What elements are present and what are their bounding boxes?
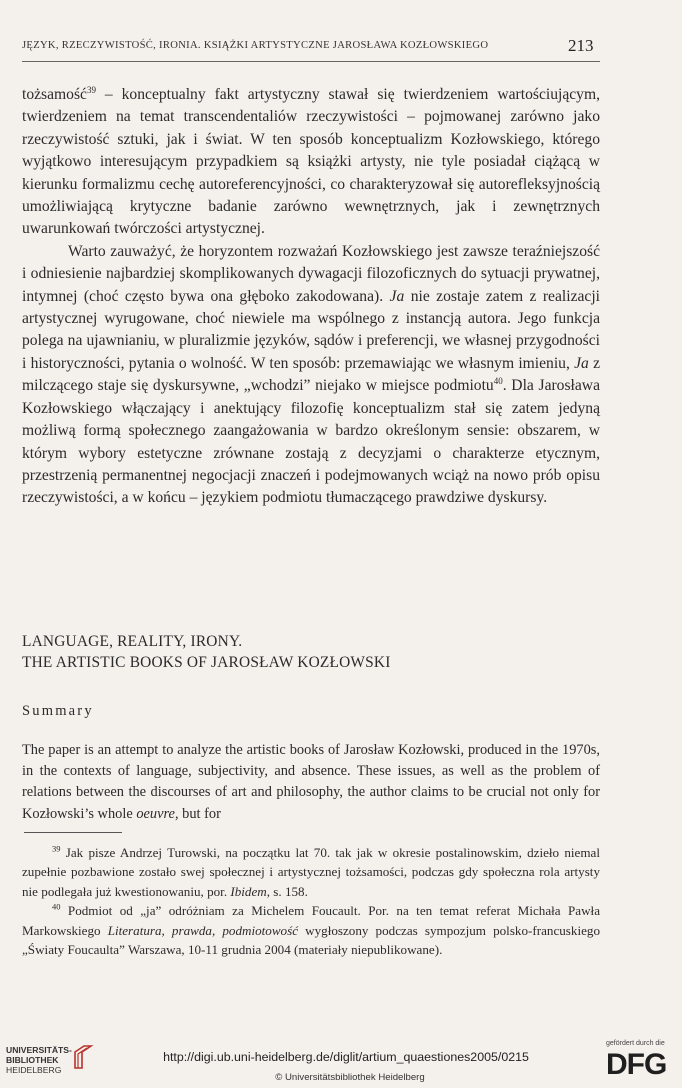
p1-text-a: tożsamość bbox=[22, 86, 87, 103]
p2-text-b: nie zostaje zatem z realizacji artystycznej wyrugowane, choć niewiele ma wspólnego z instancją autora. Jego funkcja polega na ujawnianiu, w pluralizmie języków, sądów i preferencji, we własnej przygodności i historyczności, pytania o wolność. W ten sposób: przemawiając we własnym imieniu, bbox=[22, 287, 600, 372]
library-logo-text bbox=[6, 1045, 72, 1075]
summary-title bbox=[22, 631, 602, 673]
paragraph-2 bbox=[22, 241, 600, 510]
paragraph-1 bbox=[22, 84, 600, 241]
footnote-rule bbox=[24, 832, 122, 833]
footnote-39 bbox=[22, 843, 600, 901]
p2-text-c: z milczącego staje się dyskursywne, „wchodzi” niejako w miejsce podmiotu bbox=[22, 354, 600, 395]
dfg-logo-icon: DFG bbox=[606, 1048, 667, 1081]
summary-text bbox=[22, 740, 600, 825]
library-line-2: BIBLIOTHEK bbox=[6, 1055, 59, 1065]
footnotes bbox=[22, 843, 600, 959]
body-text bbox=[22, 84, 600, 510]
footnote-ref-39[interactable]: 39 bbox=[86, 84, 96, 95]
library-logo-icon bbox=[72, 1044, 94, 1070]
footnote-39-number: 39 bbox=[52, 843, 61, 854]
p2-ja-italic-2: Ja bbox=[574, 354, 589, 372]
p2-text-a: Warto zauważyć, że horyzontem rozważań Kozłowskiego jest zawsze teraźniejszość i odniesienie najbardziej skomplikowanych dywagacji filozoficznych do sytuacji prywatnej, intymnej (choć często bywa ona głęboko zakodowana). bbox=[22, 242, 600, 305]
page-number: 213 bbox=[568, 36, 594, 55]
footnote-40 bbox=[22, 901, 600, 959]
summary-title-line-1: LANGUAGE, REALITY, IRONY. bbox=[22, 633, 243, 650]
footnote-39-text-a: Jak pisze Andrzej Turowski, na początku lat 70. tak jak w okresie postalinowskim, dzieło niemal zupełnie pozbawione zostało swej społecznej i artystycznej tożsamości, podczas gdy społeczna rola artysty nie podlegała już kwestionowaniu, por. bbox=[22, 845, 600, 899]
summary-title-line-2: THE ARTISTIC BOOKS OF JAROSŁAW KOZŁOWSKI bbox=[22, 654, 391, 671]
header-rule bbox=[22, 61, 600, 62]
funder-caption: gefördert durch die bbox=[606, 1040, 665, 1047]
summary-text-a: The paper is an attempt to analyze the artistic books of Jarosław Kozłowski, produced in the 1970s, in the contexts of language, subjectivity, and absence. These issues, as well as the problem of relations between the discourses of art and philosophy, the author claims to be crucial not only for Kozłowski’s whole bbox=[22, 742, 600, 822]
footnote-39-ibidem: Ibidem bbox=[230, 883, 267, 899]
summary-label: Summary bbox=[22, 703, 94, 719]
p2-text-d: . Dla Jarosława Kozłowskiego włączający i anektujący filozofię konceptualizm stał się zatem jedyną możliwą formą społecznego zaangażowania w bardzo określonym sensie: obszarem, w którym wybory estetyczne zrównane zostają z decyzjami o charakterze etycznym, przestrzenią permanentnej negocjacji znaczeń i podejmowanych wciąż na nowo prób opisu rzeczywistości, a w końcu – językiem podmiotu tłumaczącego prawdziwe dyskursy. bbox=[22, 377, 600, 507]
copyright-notice: © Universitätsbibliothek Heidelberg bbox=[275, 1072, 425, 1083]
library-line-1: UNIVERSITÄTS- bbox=[6, 1045, 72, 1055]
running-head: JĘZYK, RZECZYWISTOŚĆ, IRONIA. KSIĄŻKI ARTYSTYCZNE JAROSŁAWA KOZŁOWSKIEGO bbox=[22, 40, 489, 51]
summary-text-b: , but for bbox=[174, 805, 221, 822]
footnote-ref-40[interactable]: 40 bbox=[493, 376, 503, 387]
p1-text-b: – konceptualny fakt artystyczny stawał się twierdzeniem wartościującym, twierdzeniem na temat transcendentaliów rzeczywistości – pojmowanej zarówno jako rzeczywistość sztuki, jak i świat. W ten sposób konceptualizm Kozłowskiego, którego wyjątkowo interesującym przypadkiem są książki artysty, nie tyle posiadał ciążącą w kierunku formalizmu cechę autoreferencyjności, co charakteryzował się autorefleksyjnością umożliwiającą krytyczne badanie zarówno wewnętrznych, jak i zewnętrznych uwarunkowań twórczości artystycznej. bbox=[22, 86, 600, 238]
footnote-39-text-b: , s. 158. bbox=[266, 883, 308, 899]
library-line-3: HEIDELBERG bbox=[6, 1065, 62, 1075]
footnote-40-text-b: wygłoszony podczas sympozjum polsko-francuskiego „Światy Foucaulta” Warszawa, 10-11 grudnia 2004 (materiały niepublikowane). bbox=[22, 922, 600, 958]
permalink-url[interactable]: http://digi.ub.uni-heidelberg.de/diglit/artium_quaestiones2005/0215 bbox=[163, 1050, 529, 1064]
footnote-40-title: Literatura, prawda, podmiotowość bbox=[107, 922, 299, 938]
footnote-40-text-a: Podmiot od „ja” odróżniam za Michelem Foucault. Por. na ten temat referat Michała Pawła Markowskiego bbox=[22, 903, 600, 938]
p2-ja-italic-1: Ja bbox=[389, 287, 405, 305]
summary-oeuvre-italic: oeuvre bbox=[136, 805, 175, 822]
footnote-40-number: 40 bbox=[52, 901, 61, 912]
page-footer bbox=[0, 1032, 682, 1088]
